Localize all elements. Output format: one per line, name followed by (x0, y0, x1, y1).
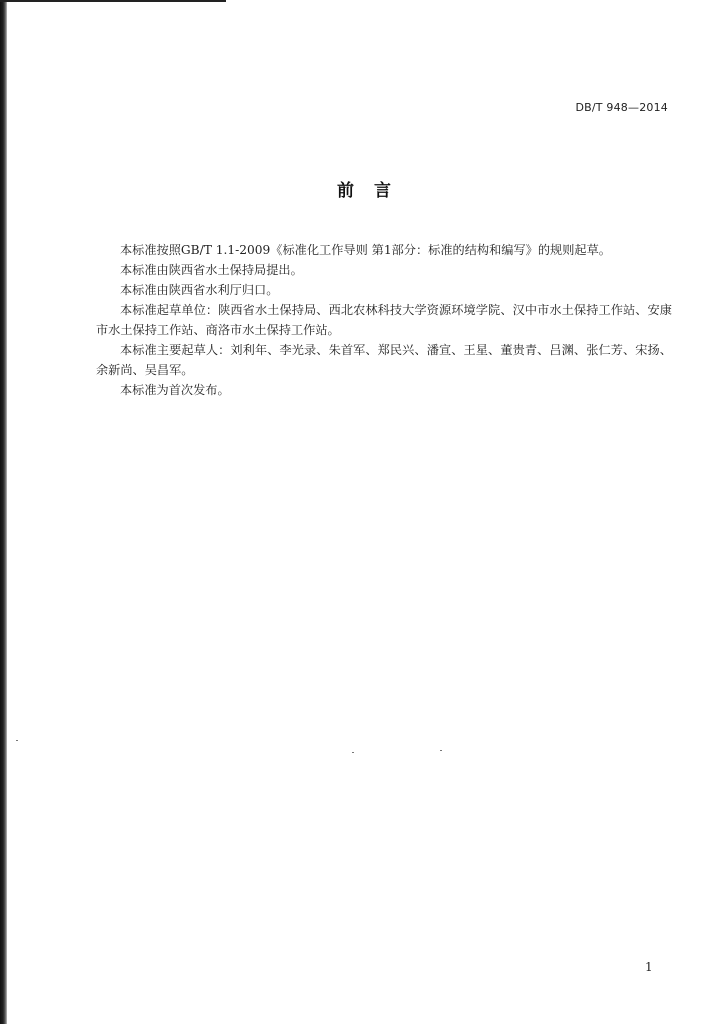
foreword-body (96, 240, 672, 400)
scan-top-line (0, 0, 226, 2)
document-code: DB/T 948—2014 (575, 101, 668, 114)
paragraph-administrator: 本标准由陕西省水利厅归口。 (120, 283, 279, 297)
paragraph-first-release: 本标准为首次发布。 (120, 383, 230, 397)
scan-edge (0, 0, 7, 1024)
scan-speck (16, 740, 18, 741)
page-title: 前言 (337, 181, 411, 201)
scan-speck (352, 752, 354, 753)
paragraph-drafting-rules: 本标准按照GB/T 1.1-2009《标准化工作导则 第1部分：标准的结构和编写》的规则起草。 (120, 243, 611, 257)
paragraph-proposer: 本标准由陕西省水土保持局提出。 (120, 263, 303, 277)
scan-speck (440, 750, 442, 751)
paragraph-drafting-units: 本标准起草单位：陕西省水土保持局、西北农林科技大学资源环境学院、汉中市水土保持工作站、安康市水土保持工作站、商洛市水土保持工作站。 (96, 303, 672, 337)
page-number: 1 (645, 960, 653, 974)
paragraph-drafters: 本标准主要起草人：刘利年、李光录、朱首军、郑民兴、潘宣、王星、董贵青、吕渊、张仁芳、宋扬、余新尚、吴昌军。 (96, 343, 672, 377)
